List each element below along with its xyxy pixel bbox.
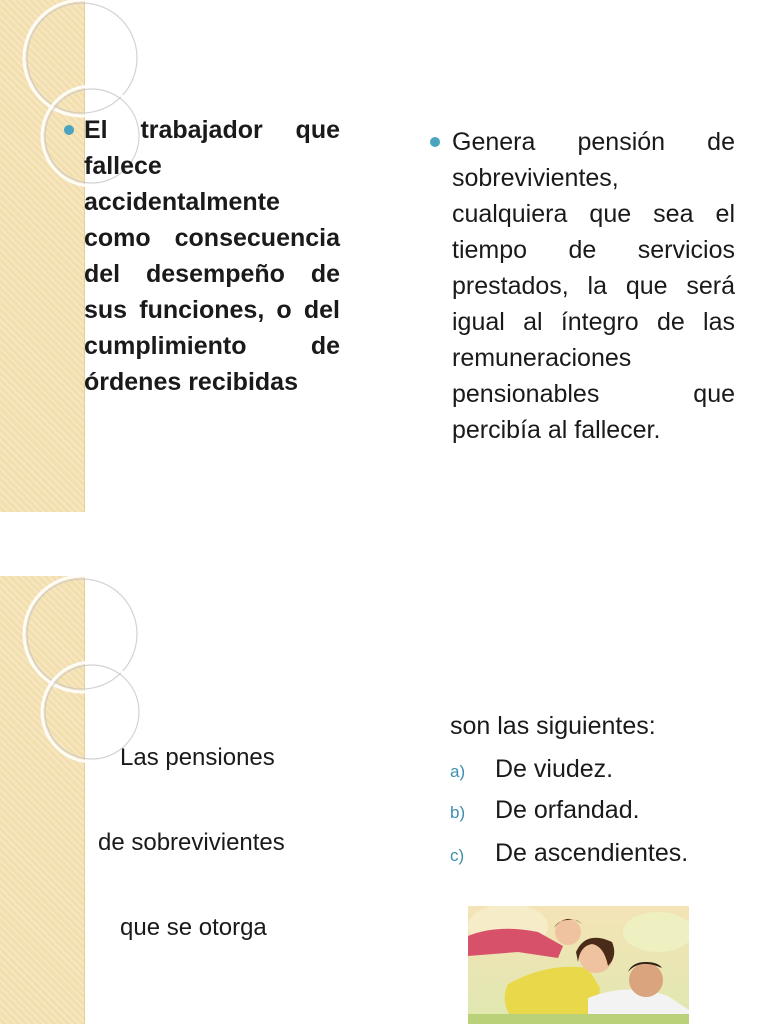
list-marker-a: a)	[450, 762, 466, 781]
slide-2	[0, 576, 768, 1024]
list-item-viudez: De viudez.	[495, 755, 614, 783]
list-item-orfandad: De orfandad.	[495, 796, 640, 824]
left-text-line-1: Las pensiones	[120, 744, 275, 771]
list-item-ascendientes: De ascendientes.	[495, 839, 689, 867]
page-gap	[0, 512, 768, 576]
left-text-line-2: de sobrevivientes	[98, 829, 285, 856]
decorative-rings-icon	[0, 576, 140, 796]
family-photo-icon	[468, 906, 689, 1024]
left-text-line-3: que se otorga	[120, 914, 267, 941]
bullet-dot-icon	[64, 125, 74, 135]
right-bullet-text: Genera pensión de sobrevivientes, cualquiera que sea el tiempo de servicios prestados, la que será igual al íntegro de las remuneraciones pensionables que percibía al fallecer.	[452, 128, 735, 444]
list-intro: son las siguientes:	[450, 712, 656, 740]
list-marker-c: c)	[450, 846, 465, 865]
list-marker-b: b)	[450, 803, 466, 822]
bullet-dot-icon	[430, 137, 440, 147]
left-bullet-text: El trabajador que fallece accidentalmente como consecuencia del desempeño de sus funciones, o del cumplimiento de órdenes recibidas	[84, 116, 340, 396]
family-photo	[468, 906, 689, 1024]
